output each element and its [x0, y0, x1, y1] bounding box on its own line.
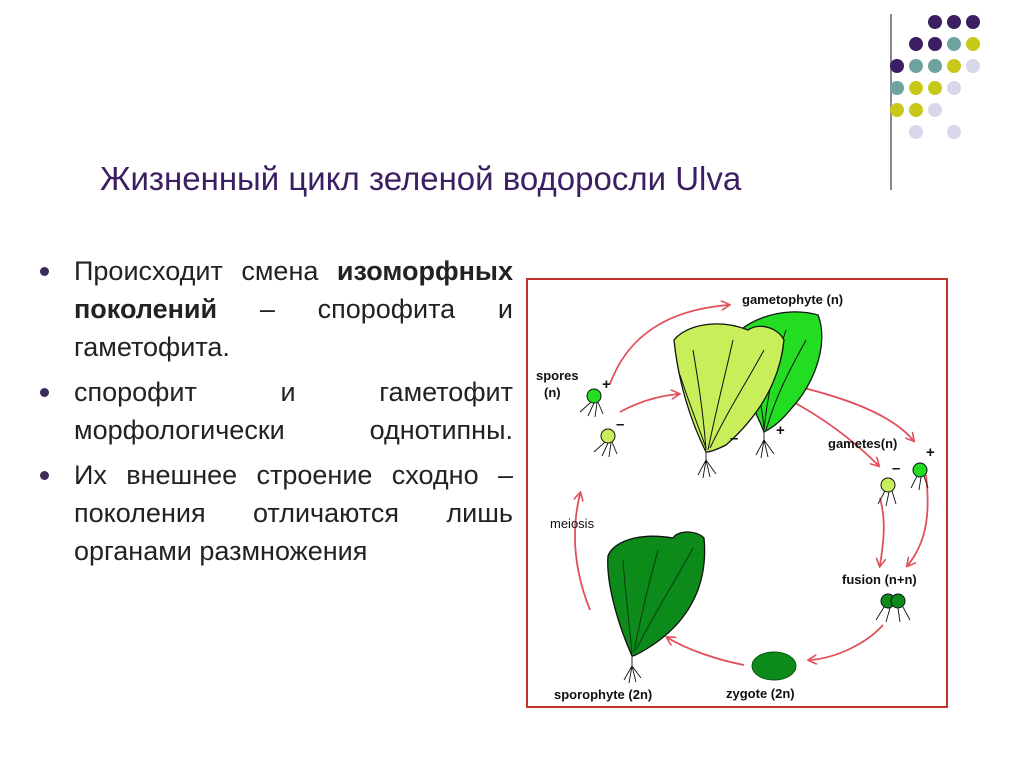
spore-minus [594, 429, 617, 457]
decor-dot [966, 15, 980, 29]
bullet-dot [40, 267, 49, 276]
label-sporophyte: sporophyte (2n) [554, 687, 653, 702]
bullet-text: Происходит смена [74, 256, 337, 286]
sign-gamete-plus: + [926, 444, 935, 461]
label-gametophyte: gametophyte (n) [742, 292, 844, 307]
sign-gametophyte-plus: + [776, 422, 785, 439]
bullet-text-bold: изоморфных поколений [74, 256, 513, 324]
bullet-item-2 [38, 373, 513, 449]
bullet-text: спорофит и гаметофит морфологически однотипны. [74, 377, 513, 445]
decor-dot [947, 15, 961, 29]
decor-dot [947, 37, 961, 51]
decor-dot [947, 125, 961, 139]
arrow-fusion-to-zygote [810, 625, 883, 660]
label-fusion: fusion (n+n) [842, 572, 917, 587]
decor-dot [966, 59, 980, 73]
decor-dot [909, 125, 923, 139]
fusion-gametes [876, 594, 910, 622]
gametophyte-thallus-minus [674, 324, 784, 452]
bullet-list [38, 252, 513, 577]
decor-dot [909, 59, 923, 73]
decor-dot [890, 103, 904, 117]
life-cycle-drawing [528, 280, 948, 708]
arrow-gamete-minus-to-fusion [880, 498, 884, 565]
label-spores-ploidy: (n) [544, 385, 561, 400]
label-spores: spores [536, 368, 579, 383]
ulva-life-cycle-diagram [526, 278, 948, 708]
spore-plus [580, 389, 603, 417]
decor-dot [947, 81, 961, 95]
bullet-dot [40, 388, 49, 397]
decor-dot [947, 59, 961, 73]
arrow-zygote-to-sporophyte [668, 638, 744, 665]
label-meiosis: meiosis [550, 516, 595, 531]
slide-title: Жизненный цикл зеленой водоросли Ulva [100, 160, 742, 197]
decor-dot [928, 81, 942, 95]
decor-dot [909, 37, 923, 51]
decor-dot [966, 37, 980, 51]
arrow-meiosis [575, 494, 590, 610]
decor-dot [909, 103, 923, 117]
sign-gamete-minus: – [892, 460, 901, 477]
sign-spore-minus: – [616, 416, 625, 433]
bullet-dot [40, 471, 49, 480]
zygote-cell [752, 652, 796, 680]
sporophyte-thallus [608, 532, 705, 683]
sign-gametophyte-minus: – [730, 430, 739, 447]
decor-dot [928, 37, 942, 51]
gametophyte-thalli [674, 312, 822, 478]
decor-dot [890, 59, 904, 73]
label-zygote: zygote (2n) [726, 686, 795, 701]
decor-dot [909, 81, 923, 95]
bullet-item-1 [38, 252, 513, 366]
arrow-spore-to-gametophyte [620, 394, 678, 412]
sign-spore-plus: + [602, 376, 611, 393]
arrow-gamete-plus-to-fusion [908, 475, 928, 565]
decor-dot [928, 59, 942, 73]
bullet-item-3 [38, 456, 513, 570]
decor-dot [890, 81, 904, 95]
bullet-text: Их внешнее строение сходно – поколения отличаются лишь органами размножения [74, 460, 513, 566]
decor-dot [928, 103, 942, 117]
bullet-text-tail: – спорофита и гаметофита. [74, 294, 513, 362]
label-gametes: gametes(n) [828, 436, 898, 451]
decor-dot [928, 15, 942, 29]
